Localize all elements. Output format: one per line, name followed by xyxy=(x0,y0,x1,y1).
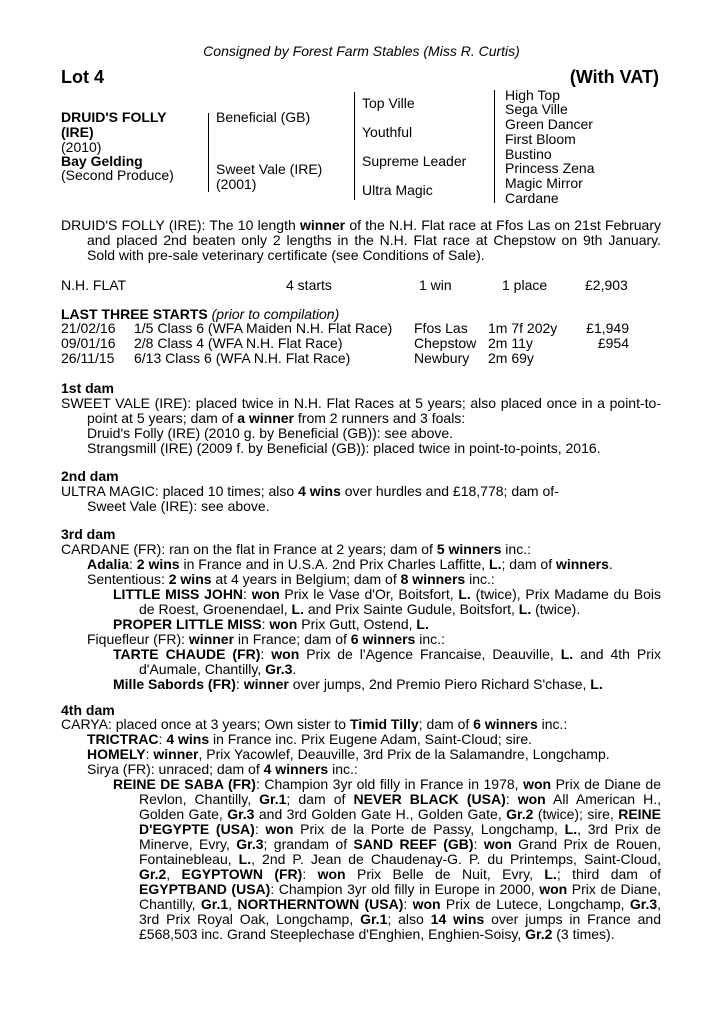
dam2-paragraph: ULTRA MAGIC: placed 10 times; also 4 wins over hurdles and £18,778; dam of- Sweet Vale (IRE): see above. xyxy=(61,484,661,514)
text-run: won xyxy=(265,821,294,837)
produce-entry: Strangsmill (IRE) (2009 f. by Beneficial (GB)): placed twice in point-to-points, 2016. xyxy=(87,440,601,456)
horse-year: (2010) xyxy=(61,139,102,155)
grandparent: Top Ville xyxy=(362,95,415,111)
start-course: Chepstow xyxy=(414,335,477,351)
dam1-paragraph: SWEET VALE (IRE): placed twice in N.H. Flat Races at 5 years; also placed once in a point-to-point at 5 years; dam of a winner from 2 runners and 3 foals: Druid's Folly (IRE) (2010 g. by Beneficial (GB)): see above. Strangsmill (IRE) (2009 f. by Beneficial (GB)): placed twice in point-to-points, 2016. xyxy=(61,395,661,456)
text-run: : Champion 3yr old filly in France in 1978, xyxy=(255,776,524,792)
text-run: SAND REEF (GB) xyxy=(353,836,474,852)
text-run: , xyxy=(166,866,182,882)
text-run: won xyxy=(523,776,552,792)
text-run: ; third dam of xyxy=(556,866,662,882)
text-run: over jumps in France and £568,503 inc. Grand Steeplechase d'Enghien, Enghien-Soisy, xyxy=(139,911,661,942)
grandparent: Ultra Magic xyxy=(362,182,433,198)
pedigree-divider xyxy=(208,113,209,192)
reine-de-saba-entry xyxy=(61,777,661,942)
text-run: won xyxy=(317,866,346,882)
text-run: , xyxy=(228,896,238,912)
text-run: : xyxy=(473,836,484,852)
text-run: ; also xyxy=(387,911,431,927)
horse-suffix: (IRE) xyxy=(61,124,94,140)
horse-sex: Bay Gelding xyxy=(61,153,143,169)
start-prize: £1,949 xyxy=(586,320,629,336)
text-run: NEVER BLACK (USA) xyxy=(353,791,506,807)
pedigree-divider xyxy=(354,92,355,200)
intro-paragraph: DRUID'S FOLLY (IRE): The 10 length winner of the N.H. Flat race at Ffos Las on 21st February and placed 2nd beaten only 2 lengths in the N.H. Flat race at Chepstow on 9th January. Sold with pre-sale veterinary certificate (see Conditions of Sale). xyxy=(61,217,661,263)
text-run: (3 times). xyxy=(552,926,615,942)
text-run: EGYPTBAND (USA) xyxy=(139,881,271,897)
start-race: 6/13 Class 6 (WFA N.H. Flat Race) xyxy=(134,350,351,366)
summary-label: N.H. FLAT xyxy=(61,277,127,293)
consignor-line: Consigned by Forest Farm Stables (Miss R. Curtis) xyxy=(203,43,520,59)
text-run: REINE D'EGYPTE (USA) xyxy=(139,806,662,837)
great-grandparent: Magic Mirror xyxy=(505,175,583,191)
summary-places: 1 place xyxy=(502,277,548,293)
text-run: : xyxy=(254,821,266,837)
text-run: Prix de Lutece, Longchamp, xyxy=(440,896,630,912)
text-run: REINE DE SABA (FR) xyxy=(113,776,256,792)
text-run: , 3rd Prix de Minerve, Evry, xyxy=(139,821,662,852)
text-run: Prix de la Porte de Passy, Longchamp, xyxy=(293,821,565,837)
start-date: 21/02/16 xyxy=(61,320,116,336)
lot-number: Lot 4 xyxy=(61,67,104,87)
text-run: L. xyxy=(564,821,578,837)
text-run: Gr.1 xyxy=(200,896,229,912)
text-run: All American H., Golden Gate, xyxy=(139,791,662,822)
text-run: EGYPTOWN (FR) xyxy=(181,866,303,882)
dam-year: (2001) xyxy=(216,176,257,192)
horse-name: DRUID'S FOLLY xyxy=(61,109,167,125)
great-grandparent: First Bloom xyxy=(505,131,576,147)
text-run: : xyxy=(403,896,413,912)
pedigree-divider xyxy=(494,90,495,203)
text-run: Gr.2 xyxy=(506,806,534,822)
great-grandparent: Cardane xyxy=(505,190,559,206)
summary-earnings: £2,903 xyxy=(585,277,628,293)
text-run: Gr.2 xyxy=(525,926,553,942)
text-run: (twice); sire, xyxy=(533,806,619,822)
start-course: Ffos Las xyxy=(414,320,468,336)
great-grandparent: Princess Zena xyxy=(505,160,595,176)
start-race: 1/5 Class 6 (WFA Maiden N.H. Flat Race) xyxy=(134,320,393,336)
start-date: 09/01/16 xyxy=(61,335,116,351)
dam4-heading: 4th dam xyxy=(61,702,115,718)
grandparent: Supreme Leader xyxy=(362,153,467,169)
section-heading: LAST THREE STARTS (prior to compilation) xyxy=(61,306,340,322)
dam3-heading: 3rd dam xyxy=(61,526,116,542)
text-run: won xyxy=(412,896,441,912)
text-run: L. xyxy=(238,851,252,867)
great-grandparent: High Top xyxy=(505,87,561,103)
produce-entry: Druid's Folly (IRE) (2010 g. by Beneficial (GB)): see above. xyxy=(87,425,454,441)
text-run: ; grandam of xyxy=(263,836,354,852)
dam-name: Sweet Vale (IRE) xyxy=(216,161,323,177)
start-race: 2/8 Class 4 (WFA N.H. Flat Race) xyxy=(134,335,343,351)
text-run: NORTHERNTOWN (USA) xyxy=(237,896,404,912)
text-run: , 3rd Prix Royal Oak, Longchamp, xyxy=(139,896,662,927)
text-run: , 2nd P. Jean de Chaudenay-G. P. du Printemps, Saint-Cloud, xyxy=(251,851,661,867)
text-run: Gr.3 xyxy=(236,836,264,852)
text-run: L. xyxy=(544,866,557,882)
text-run: Prix de Diane de Revlon, Chantilly, xyxy=(139,776,661,807)
text-run: Gr.1 xyxy=(360,911,388,927)
text-run: Gr.1 xyxy=(259,791,287,807)
text-run: Gr.3 xyxy=(629,896,658,912)
start-prize: £954 xyxy=(597,335,629,351)
start-course: Newbury xyxy=(414,350,470,366)
dam4-paragraph: CARYA: placed once at 3 years; Own sister to Timid Tilly; dam of 6 winners inc.: TRICTRAC: 4 wins in France inc. Prix Eugene Adam, Saint-Cloud; sire. HOMELY: winner, Prix Yacowlef, Deauville, 3rd Prix de la Salamandre, Longchamp. Sirya (FR): unraced; dam of 4 winners inc.: REINE DE SABA (FR): Champion 3yr old filly in France in 1978, won Prix de Diane de Revlon, Chantilly, Gr.1; dam of NEVER BLACK (USA): won All American H., Golden Gate, Gr.3 and 3rd Golden Gate H., Golden Gate, Gr.2 (twice); sire, REINE D'EGYPTE (USA): won Prix de la Porte de Passy, Longchamp, L., 3rd Prix de Minerve, Evry, Gr.3; grandam of SAND REEF (GB): won Grand Prix de Rouen, Fontainebleau, L., 2nd P. Jean de Chaudenay-G. P. du Printemps, Saint-Cloud, Gr.2, EGYPTOWN (FR): won Prix Belle de Nuit, Evry, L.; third dam of EGYPTBAND (USA): Champion 3yr old filly in Europe in 2000, won Prix de Diane, Chantilly, Gr.1, NORTHERNTOWN (USA): won Prix de Lutece, Longchamp, Gr.3, 3rd Prix Royal Oak, Longchamp, Gr.1; also 14 wins over jumps in France and £568,503 inc. Grand Steeplechase d'Enghien, Enghien-Soisy, Gr.2 (3 times). xyxy=(61,716,662,942)
text-run: Grand Prix de Rouen, Fontainebleau, xyxy=(139,836,662,867)
dam3-paragraph: CARDANE (FR): ran on the flat in France at 2 years; dam of 5 winners inc.: Adalia: 2 wins in France and in U.S.A. 2nd Prix Charles Laffitte, L.; dam of winners. Sententious: 2 wins at 4 years in Belgium; dam of 8 winners inc.: LITTLE MISS JOHN: won Prix le Vase d'Or, Boitsfort, L. (twice), Prix Madame du Bois de Roest, Groenendael, L. and Prix Sainte Gudule, Boitsfort, L. (twice). PROPER LITTLE MISS: won Prix Gutt, Ostend, L. Fiquefleur (FR): winner in France; dam of 6 winners inc.: TARTE CHAUDE (FR): won Prix de l'Agence Francaise, Deauville, L. and 4th Prix d'Aumale, Chantilly, Gr.3. Mille Sabords (FR): winner over jumps, 2nd Premio Piero Richard S'chase, L. xyxy=(61,541,662,692)
text-run: Gr.3 xyxy=(227,806,255,822)
dam1-heading: 1st dam xyxy=(61,380,114,396)
great-grandparent: Bustino xyxy=(505,146,552,162)
summary-starts: 4 starts xyxy=(286,277,332,293)
text-run: and 3rd Golden Gate H., Golden Gate, xyxy=(254,806,507,822)
start-date: 26/11/15 xyxy=(61,350,115,366)
great-grandparent: Green Dancer xyxy=(505,116,593,132)
text-run: Prix Belle de Nuit, Evry, xyxy=(345,866,545,882)
produce-entry: Sweet Vale (IRE): see above. xyxy=(87,498,270,514)
text-run: Gr.2 xyxy=(139,866,167,882)
text-run: won xyxy=(483,836,512,852)
text-run: : Champion 3yr old filly in Europe in 2000, xyxy=(270,881,540,897)
text-run: won xyxy=(539,881,568,897)
text-run: won xyxy=(517,791,546,807)
text-run: 14 wins xyxy=(430,911,485,927)
horse-produce: (Second Produce) xyxy=(61,167,174,183)
text-run: : xyxy=(302,866,318,882)
great-grandparent: Sega Ville xyxy=(505,101,568,117)
summary-wins: 1 win xyxy=(419,277,452,293)
start-distance: 2m 11y xyxy=(488,335,533,351)
text-run: : xyxy=(505,791,518,807)
text-run: Prix de Diane, Chantilly, xyxy=(139,881,661,912)
text-run: ; dam of xyxy=(286,791,354,807)
start-distance: 1m 7f 202y xyxy=(488,320,558,336)
grandparent: Youthful xyxy=(362,124,413,140)
vat-status: (With VAT) xyxy=(569,67,659,87)
dam2-heading: 2nd dam xyxy=(61,468,119,484)
start-distance: 2m 69y xyxy=(488,350,534,366)
sire-name: Beneficial (GB) xyxy=(216,109,311,125)
